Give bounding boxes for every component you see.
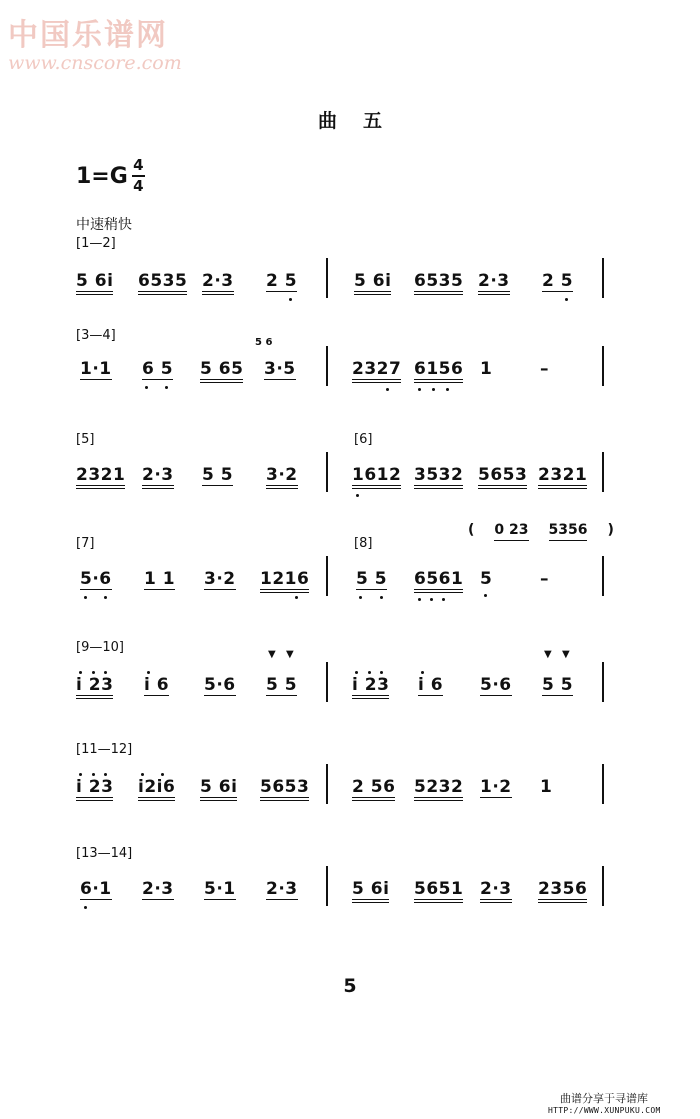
note-group: 5 6i — [76, 271, 113, 295]
note-group: 5 6i — [200, 777, 237, 801]
high-octave-dot — [147, 671, 150, 674]
note-dash: – — [540, 359, 549, 379]
barline — [602, 662, 604, 702]
low-octave-dot — [418, 598, 421, 601]
barline — [602, 258, 604, 298]
note-group: 2·3 — [478, 271, 510, 295]
cue-note: 0 23 — [494, 522, 528, 541]
low-octave-dot — [432, 388, 435, 391]
measure-mark: [6] — [354, 432, 373, 447]
low-octave-dot — [359, 596, 362, 599]
high-octave-dot — [79, 773, 82, 776]
low-octave-dot — [565, 298, 568, 301]
note-group: 6156 — [414, 359, 463, 383]
barline — [326, 556, 328, 596]
staff-row — [0, 258, 700, 318]
note-group: 5·1 — [204, 879, 236, 899]
note-group: 5 65 — [200, 359, 243, 383]
measure-mark: [1—2] — [76, 236, 116, 251]
barline — [326, 452, 328, 492]
watermark-logo-text: 中国乐谱网 — [8, 18, 168, 53]
staff-row — [0, 556, 700, 616]
note-group: 2·3 — [480, 879, 512, 903]
note-group: i 23 — [352, 675, 389, 699]
low-octave-dot — [380, 596, 383, 599]
note-group: 5651 — [414, 879, 463, 903]
note-dash: – — [540, 569, 549, 589]
note-group: 1 1 — [144, 569, 176, 589]
key-tonic: 1=G — [76, 163, 128, 189]
note-group: 5653 — [478, 465, 527, 489]
measure-mark: [7] — [76, 536, 95, 551]
measure-mark: [3—4] — [76, 328, 116, 343]
note-group: 5 5 — [202, 465, 234, 485]
staff-row — [0, 764, 700, 824]
barline — [602, 764, 604, 804]
low-octave-dot — [356, 494, 359, 497]
note-group: 5 6i — [352, 879, 389, 903]
note-group: i2i6 — [138, 777, 175, 801]
page-number: 5 — [343, 975, 357, 997]
barline — [326, 866, 328, 906]
high-octave-dot — [380, 671, 383, 674]
note-group: 2·3 — [142, 465, 174, 489]
high-octave-dot — [141, 773, 144, 776]
note-group: 5·6 — [204, 675, 236, 695]
high-octave-dot — [92, 671, 95, 674]
cue-open-paren: ( — [468, 522, 475, 538]
measure-mark: [8] — [354, 536, 373, 551]
measure-mark: [13—14] — [76, 846, 133, 861]
note-group: 2 56 — [352, 777, 395, 801]
note-group: 2356 — [538, 879, 587, 903]
footer-caption: 曲谱分享于寻谱库 — [560, 1092, 648, 1105]
note-group: 6561 — [414, 569, 463, 593]
low-octave-dot — [386, 388, 389, 391]
barline — [326, 258, 328, 298]
measure-mark: [11—12] — [76, 742, 133, 757]
high-octave-dot — [92, 773, 95, 776]
low-octave-dot — [104, 596, 107, 599]
note-group: 3·2 — [204, 569, 236, 589]
note-group: 5 5 — [266, 675, 298, 695]
note-group: 5 5 — [542, 675, 574, 695]
note-group: 2321 — [538, 465, 587, 489]
high-octave-dot — [368, 671, 371, 674]
note-group: 2·3 — [202, 271, 234, 295]
high-octave-dot — [104, 671, 107, 674]
note-group: 5232 — [414, 777, 463, 801]
accent-mark-icon: ▼ — [562, 649, 570, 660]
high-octave-dot — [421, 671, 424, 674]
grace-note: 5 6 — [255, 337, 273, 348]
watermark-url: www.cnscore.com — [8, 52, 182, 74]
note-group: 1·2 — [480, 777, 512, 797]
note-group: 3532 — [414, 465, 463, 489]
low-octave-dot — [165, 386, 168, 389]
note-group: i 6 — [144, 675, 170, 695]
note-group: 2327 — [352, 359, 401, 383]
low-octave-dot — [289, 298, 292, 301]
low-octave-dot — [84, 596, 87, 599]
note-group: 1 — [480, 359, 493, 379]
note-group: 3·5 — [264, 359, 296, 379]
note-group: 5 — [480, 569, 493, 589]
measure-mark: [9—10] — [76, 640, 124, 655]
tempo-marking: 中速稍快 — [76, 217, 132, 233]
barline — [602, 452, 604, 492]
note-group: 6535 — [138, 271, 187, 295]
note-group: 6 5 — [142, 359, 174, 379]
high-octave-dot — [355, 671, 358, 674]
barline — [602, 866, 604, 906]
piece-title: 曲五 — [317, 110, 408, 132]
note-group: 1·1 — [80, 359, 112, 379]
footer-url: HTTP://WWW.XUNPUKU.COM — [548, 1106, 661, 1115]
low-octave-dot — [430, 598, 433, 601]
time-unit: 4 — [133, 177, 144, 195]
note-group: 1216 — [260, 569, 309, 593]
low-octave-dot — [84, 906, 87, 909]
note-group: 5 6i — [354, 271, 391, 295]
note-group: 5·6 — [80, 569, 112, 589]
note-group: 2321 — [76, 465, 125, 489]
note-group: 3·2 — [266, 465, 298, 489]
note-group: 5 5 — [356, 569, 388, 589]
high-octave-dot — [79, 671, 82, 674]
note-group: 5·6 — [480, 675, 512, 695]
note-group: 2 5 — [266, 271, 298, 291]
time-signature — [132, 158, 145, 194]
note-group: 2·3 — [142, 879, 174, 899]
accent-mark-icon: ▼ — [544, 649, 552, 660]
cue-note: 5356 — [549, 522, 588, 541]
low-octave-dot — [446, 388, 449, 391]
measure-mark: [5] — [76, 432, 95, 447]
low-octave-dot — [145, 386, 148, 389]
staff-row — [0, 649, 700, 722]
note-group: 6535 — [414, 271, 463, 295]
note-group: 2·3 — [266, 879, 298, 899]
note-group: 1 — [540, 777, 553, 797]
high-octave-dot — [161, 773, 164, 776]
barline — [326, 662, 328, 702]
low-octave-dot — [295, 596, 298, 599]
note-group: 1612 — [352, 465, 401, 489]
accent-mark-icon: ▼ — [268, 649, 276, 660]
high-octave-dot — [104, 773, 107, 776]
staff-row — [0, 452, 700, 512]
low-octave-dot — [418, 388, 421, 391]
barline — [602, 556, 604, 596]
cue-notes — [468, 522, 614, 541]
note-group: i 23 — [76, 777, 113, 801]
key-signature — [76, 158, 145, 194]
barline — [602, 346, 604, 386]
time-beats: 4 — [133, 156, 144, 174]
note-group: i 23 — [76, 675, 113, 699]
note-group: 5653 — [260, 777, 309, 801]
note-group: i 6 — [418, 675, 444, 695]
note-group: 2 5 — [542, 271, 574, 291]
cue-close-paren: ) — [607, 522, 614, 538]
low-octave-dot — [484, 594, 487, 597]
staff-row — [0, 337, 700, 406]
barline — [326, 764, 328, 804]
low-octave-dot — [442, 598, 445, 601]
note-group: 6·1 — [80, 879, 112, 899]
barline — [326, 346, 328, 386]
accent-mark-icon: ▼ — [286, 649, 294, 660]
staff-row — [0, 866, 700, 926]
